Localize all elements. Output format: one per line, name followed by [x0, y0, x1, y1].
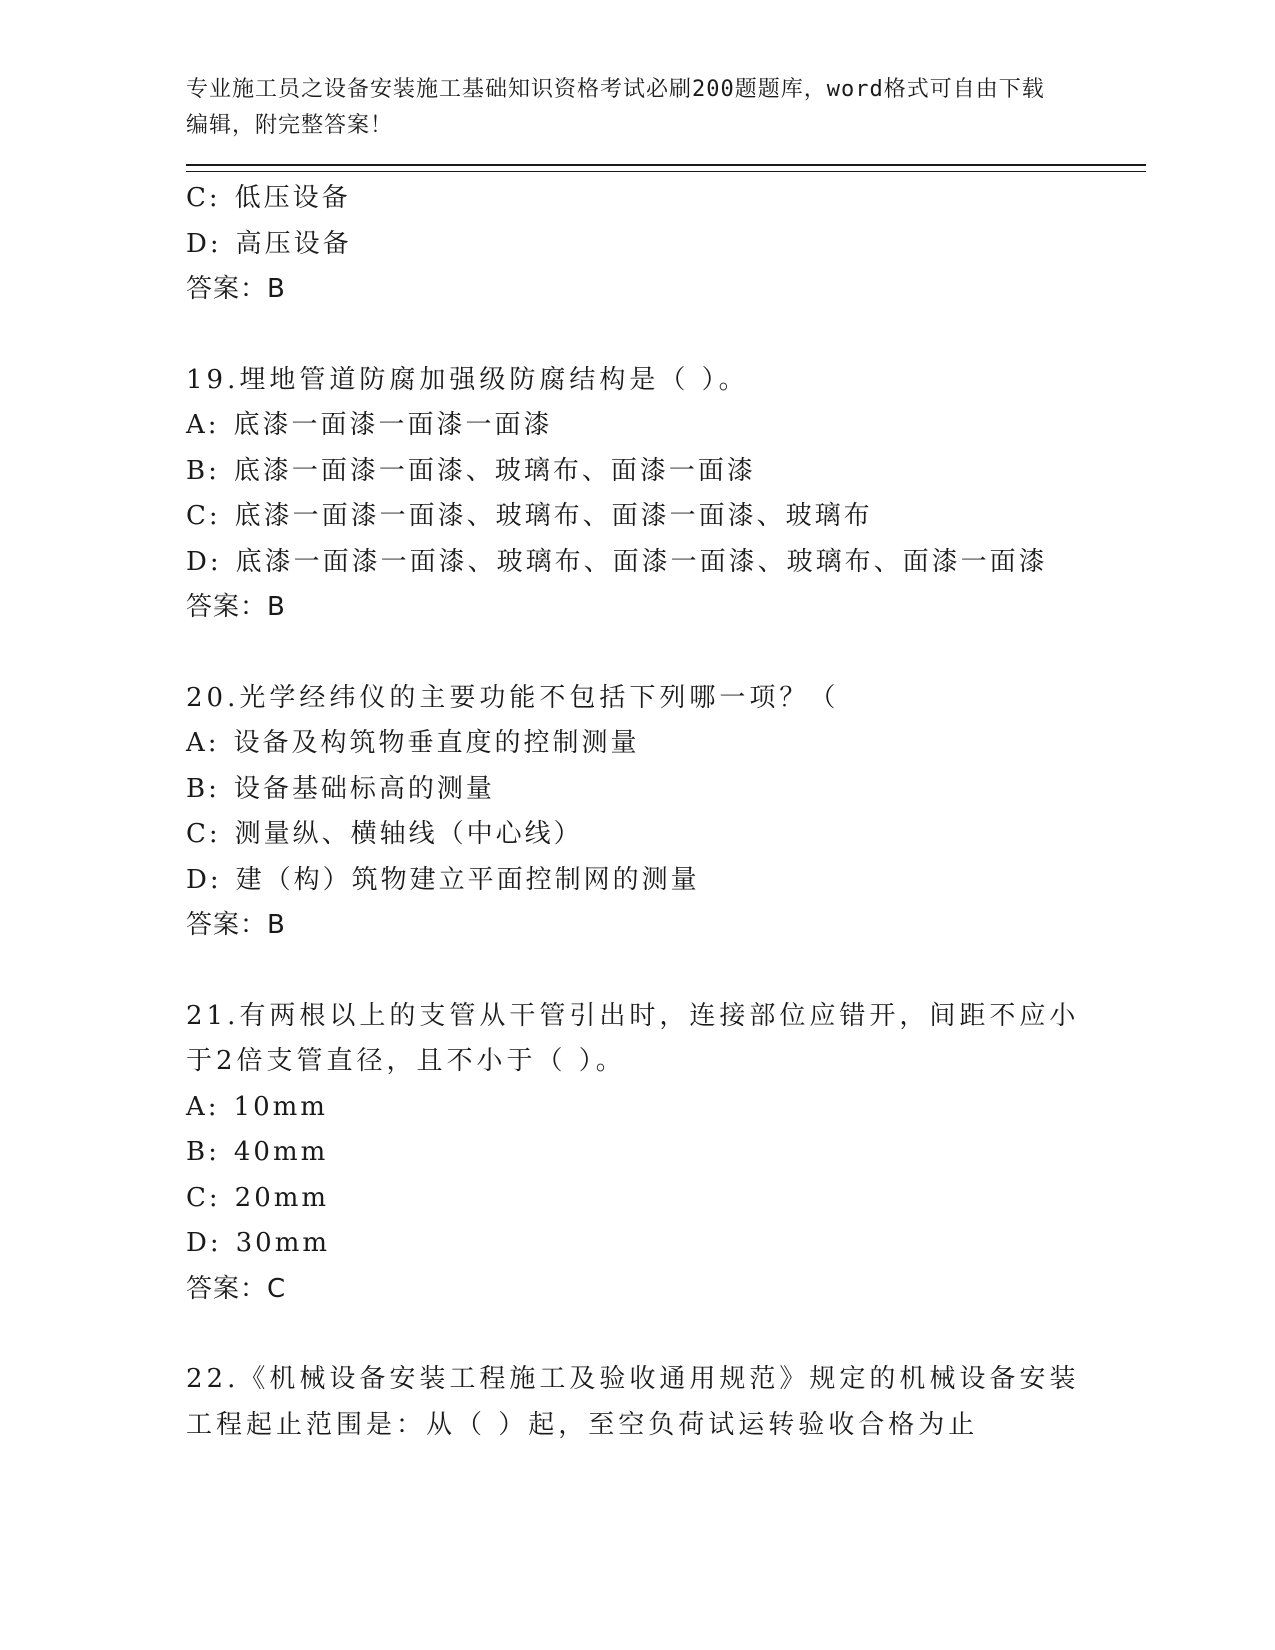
- header-divider: [186, 164, 1146, 172]
- option-line: [186, 858, 1146, 904]
- option-line: [186, 494, 1146, 540]
- option-text: 高压设备: [235, 228, 352, 259]
- option-prefix: A:: [186, 728, 220, 758]
- question-stem: 22.《机械设备安装工程施工及验收通用规范》规定的机械设备安装工程起止范围是：从（ ）起，至空负荷试运转验收合格为止: [186, 1364, 1080, 1440]
- option-prefix: A:: [186, 410, 220, 440]
- option-text: 底漆一面漆一面漆、玻璃布、面漆一面漆: [233, 455, 756, 486]
- option-text: 30mm: [235, 1228, 331, 1258]
- option-text: 20mm: [234, 1182, 330, 1213]
- option-prefix: C:: [186, 183, 221, 213]
- answer-line: 答案：B: [186, 910, 286, 940]
- question-content: [186, 176, 1146, 1448]
- question-22: [186, 1357, 1146, 1448]
- option-prefix: D:: [186, 1228, 222, 1258]
- continued-question: [186, 176, 1146, 313]
- option-text: 低压设备: [234, 183, 351, 213]
- option-prefix: C:: [186, 819, 221, 849]
- option-line: [186, 1176, 1146, 1222]
- option-prefix: C:: [186, 1182, 221, 1213]
- question-stem: 21.有两根以上的支管从干管引出时，连接部位应错开，间距不应小于2倍支管直径，且不小于（ ）。: [186, 1000, 1080, 1076]
- option-prefix: D:: [186, 864, 222, 895]
- question-20: [186, 676, 1146, 949]
- question-21: [186, 994, 1146, 1313]
- option-line: [186, 222, 1146, 268]
- option-line: [186, 540, 1146, 586]
- question-stem: 20.光学经纬仪的主要功能不包括下列哪一项？（: [186, 682, 840, 713]
- option-text: 测量纵、横轴线（中心线）: [234, 819, 583, 849]
- answer-line: 答案：B: [186, 592, 286, 622]
- option-text: 建（构）筑物建立平面控制网的测量: [235, 864, 700, 895]
- option-line: [186, 812, 1146, 858]
- option-line: [186, 1221, 1146, 1267]
- answer-line: 答案：B: [186, 274, 286, 304]
- option-line: [186, 1130, 1146, 1176]
- option-prefix: B:: [186, 773, 220, 804]
- option-line: [186, 721, 1146, 767]
- option-prefix: B:: [186, 1137, 220, 1167]
- option-line: [186, 449, 1146, 495]
- question-19: [186, 358, 1146, 631]
- option-text: 10mm: [233, 1091, 328, 1122]
- option-line: [186, 176, 1146, 222]
- option-text: 40mm: [233, 1137, 329, 1167]
- page-header: 专业施工员之设备安装施工基础知识资格考试必刷200题题库，word格式可自由下载编辑，附完整答案！: [186, 77, 1045, 138]
- option-text: 设备及构筑物垂直度的控制测量: [233, 728, 640, 758]
- option-line: [186, 767, 1146, 813]
- option-prefix: D:: [186, 228, 222, 259]
- answer-line: 答案：C: [186, 1273, 287, 1304]
- option-prefix: B:: [186, 455, 220, 486]
- document-page: [186, 72, 1146, 1448]
- option-prefix: A:: [186, 1091, 220, 1122]
- question-stem: 19.埋地管道防腐加强级防腐结构是（ ）。: [186, 364, 749, 395]
- option-text: 底漆一面漆一面漆、玻璃布、面漆一面漆、玻璃布: [234, 501, 873, 531]
- option-prefix: D:: [186, 546, 222, 577]
- option-prefix: C:: [186, 501, 221, 531]
- option-line: [186, 403, 1146, 449]
- option-line: [186, 1085, 1146, 1131]
- option-text: 底漆一面漆一面漆一面漆: [233, 410, 553, 440]
- option-text: 底漆一面漆一面漆、玻璃布、面漆一面漆、玻璃布、面漆一面漆: [235, 546, 1048, 577]
- option-text: 设备基础标高的测量: [233, 773, 495, 804]
